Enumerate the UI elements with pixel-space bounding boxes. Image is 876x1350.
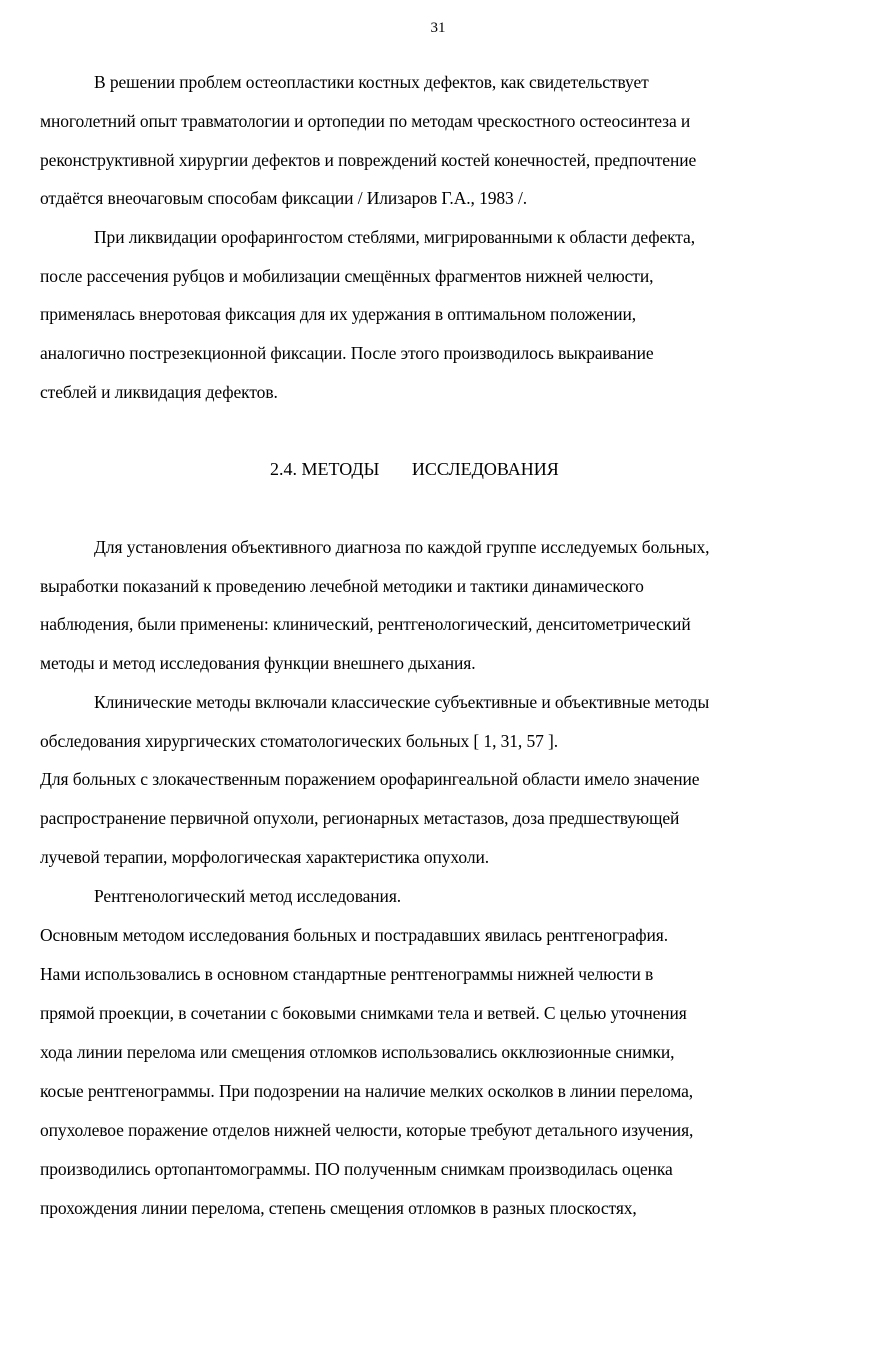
paragraph-2-line: При ликвидации орофарингостом стеблями, мигрированными к области дефекта, [94, 227, 695, 247]
paragraph-5-line: Для больных с злокачественным поражением орофарингеальной области имело значение [40, 769, 700, 789]
paragraph-1-line: реконструктивной хирургии дефектов и повреждений костей конечностей, предпочтение [40, 150, 697, 170]
paragraph-7-line: хода линии перелома или смещения отломков использовались окклюзионные снимки, [40, 1042, 675, 1062]
paragraph-1-line: отдаётся внеочаговым способам фиксации / Илизаров Г.А., 1983 /. [40, 188, 527, 208]
paragraph-3-line: Для установления объективного диагноза по каждой группе исследуемых больных, [94, 537, 710, 557]
paragraph-1-line: многолетний опыт травматологии и ортопедии по методам чрескостного остеосинтеза и [40, 111, 691, 131]
paragraph-7-line: прямой проекции, в сочетании с боковыми снимками тела и ветвей. С целью уточнения [40, 1003, 687, 1023]
paragraph-2-line: стеблей и ликвидация дефектов. [40, 382, 278, 402]
page-number: 31 [430, 20, 446, 36]
paragraph-7-line: опухолевое поражение отделов нижней челюсти, которые требуют детального изучения, [40, 1120, 694, 1140]
paragraph-1-line: В решении проблем остеопластики костных дефектов, как свидетельствует [94, 72, 649, 92]
paragraph-7-line: прохождения линии перелома, степень смещения отломков в разных плоскостях, [40, 1198, 637, 1218]
paragraph-7-line: Основным методом исследования больных и пострадавших явилась рентгенография. [40, 925, 669, 945]
paragraph-3-line: наблюдения, были применены: клинический, рентгенологический, денситометрический [40, 614, 691, 634]
paragraph-2-line: аналогично пострезекционной фиксации. После этого производилось выкраивание [40, 343, 654, 363]
paragraph-4-line: Клинические методы включали классические субъективные и объективные методы [94, 692, 710, 712]
section-heading-word-2: ИССЛЕДОВАНИЯ [411, 459, 559, 479]
paragraph-7-line: производились ортопантомограммы. ПО полученным снимкам производилась оценка [40, 1159, 673, 1179]
paragraph-7-line: косые рентгенограммы. При подозрении на наличие мелких осколков в линии перелома, [40, 1081, 694, 1101]
paragraph-2-line: применялась внеротовая фиксация для их удержания в оптимальном положении, [40, 304, 637, 324]
section-heading-word-1: МЕТОДЫ [301, 459, 380, 479]
paragraph-3-line: выработки показаний к проведению лечебной методики и тактики динамического [40, 576, 644, 596]
section-heading [270, 459, 559, 480]
paragraph-6-line: Рентгенологический метод исследования. [94, 886, 402, 906]
paragraph-5-line: лучевой терапии, морфологическая характеристика опухоли. [40, 847, 489, 867]
paragraph-7-line: Нами использовались в основном стандартные рентгенограммы нижней челюсти в [40, 964, 654, 984]
paragraph-2-line: после рассечения рубцов и мобилизации смещённых фрагментов нижней челюсти, [40, 266, 654, 286]
paragraph-3-line: методы и метод исследования функции внешнего дыхания. [40, 653, 476, 673]
paragraph-5-line: распространение первичной опухоли, регионарных метастазов, доза предшествующей [40, 808, 680, 828]
section-heading-number: 2.4. [270, 459, 297, 479]
paragraph-4-line: обследования хирургических стоматологических больных [ 1, 31, 57 ]. [40, 731, 559, 751]
